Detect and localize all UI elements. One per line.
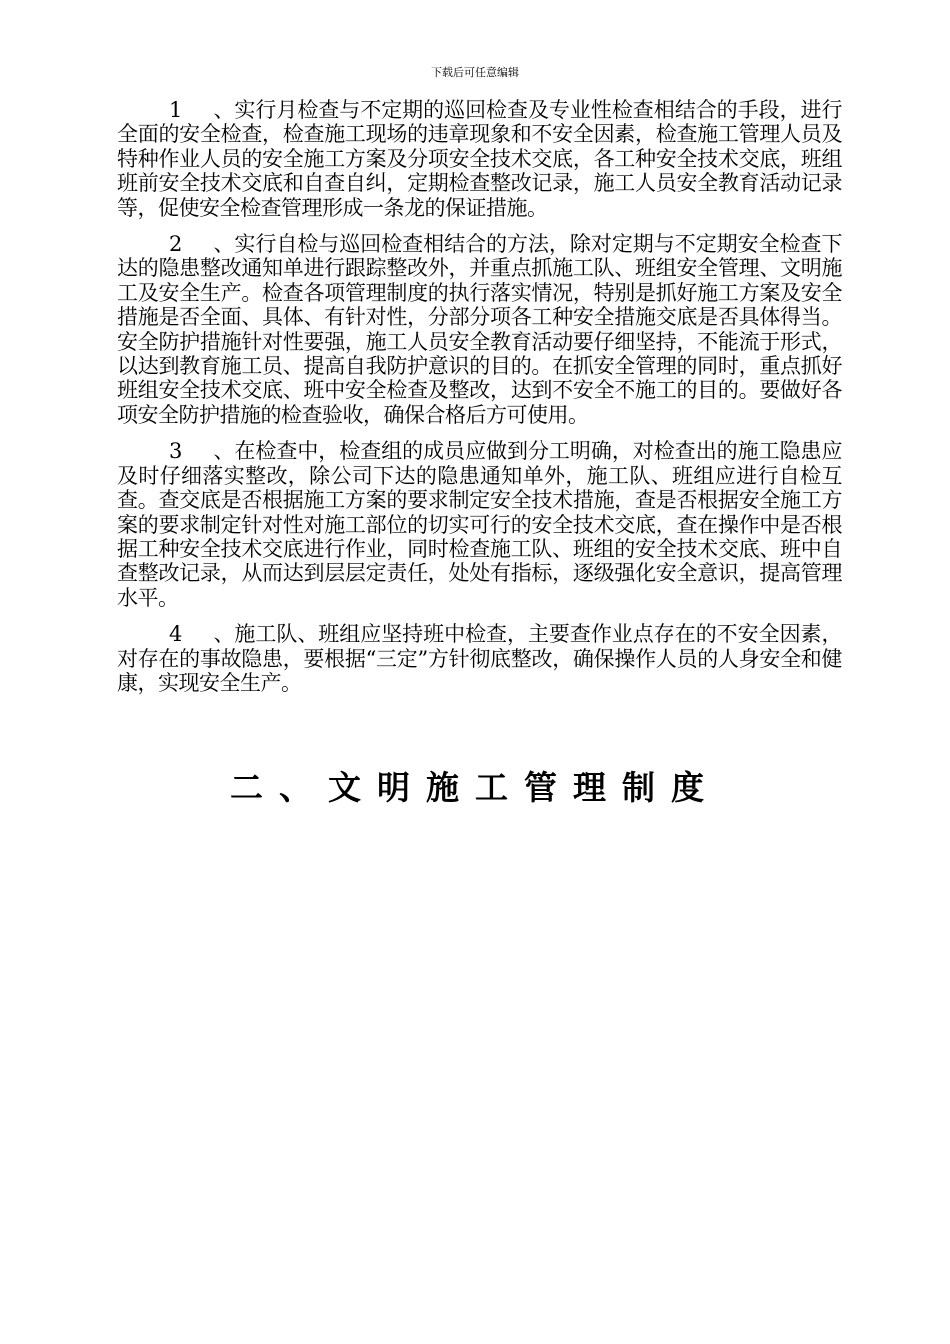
paragraph-text: 、实行自检与巡回检查相结合的方法，除对定期与不定期安全检查下达的隐患整改通知单进行跟踪整改外，并重点抓施工队、班组安全管理、文明施工及安全生产。检查各项管理制度的执行落实情况，特别是抓好施工方案及安全措施是否全面、具体、有针对性，分部分项各工种安全措施交底是否具体得当。安全防护措施针对性要强，施工人员安全教育活动要仔细坚持，不能流于形式，以达到教育施工员、提高自我防护意识的目的。在抓安全管理的同时，重点抓好班组安全技术交底、班中安全检查及整改，达到不安全不施工的目的。要做好各项安全防护措施的检查验收，确保合格后方可使用。 <box>117 232 842 427</box>
paragraph-number: 2 <box>169 232 182 257</box>
paragraph-text: 、在检查中，检查组的成员应做到分工明确，对检查出的施工隐患应及时仔细落实整改，除公司下达的隐患通知单外，施工队、班组应进行自检互查。查交底是否根据施工方案的要求制定安全技术措施，查是否根据安全施工方案的要求制定针对性对施工部位的切实可行的安全技术交底，查在操作中是否根据工种安全技术交底进行作业，同时检查施工队、班组的安全技术交底、班中自查整改记录，从而达到层层定责任，处处有指标，逐级强化安全意识，提高管理水平。 <box>117 439 842 610</box>
document-body <box>117 98 842 707</box>
section-heading: 二、文明施工管理制度 <box>230 768 720 807</box>
paragraph-2 <box>117 232 842 427</box>
paragraph-3 <box>117 439 842 610</box>
paragraph-4 <box>117 622 842 695</box>
paragraph-number: 4 <box>169 622 182 647</box>
paragraph-1 <box>117 98 842 220</box>
page-header-note: 下载后可任意编辑 <box>431 66 519 79</box>
paragraph-text: 、施工队、班组应坚持班中检查，主要查作业点存在的不安全因素，对存在的事故隐患，要根据“三定”方针彻底整改，确保操作人员的人身安全和健康，实现安全生产。 <box>117 622 842 695</box>
paragraph-number: 1 <box>169 98 182 122</box>
paragraph-text: 、实行月检查与不定期的巡回检查及专业性检查相结合的手段，进行全面的安全检查，检查施工现场的违章现象和不安全因素，检查施工管理人员及特种作业人员的安全施工方案及分项安全技术交底，各工种安全技术交底，班组班前安全技术交底和自查自纠，定期检查整改记录，施工人员安全教育活动记录等，促使安全检查管理形成一条龙的保证措施。 <box>117 98 842 220</box>
paragraph-number: 3 <box>169 439 182 464</box>
